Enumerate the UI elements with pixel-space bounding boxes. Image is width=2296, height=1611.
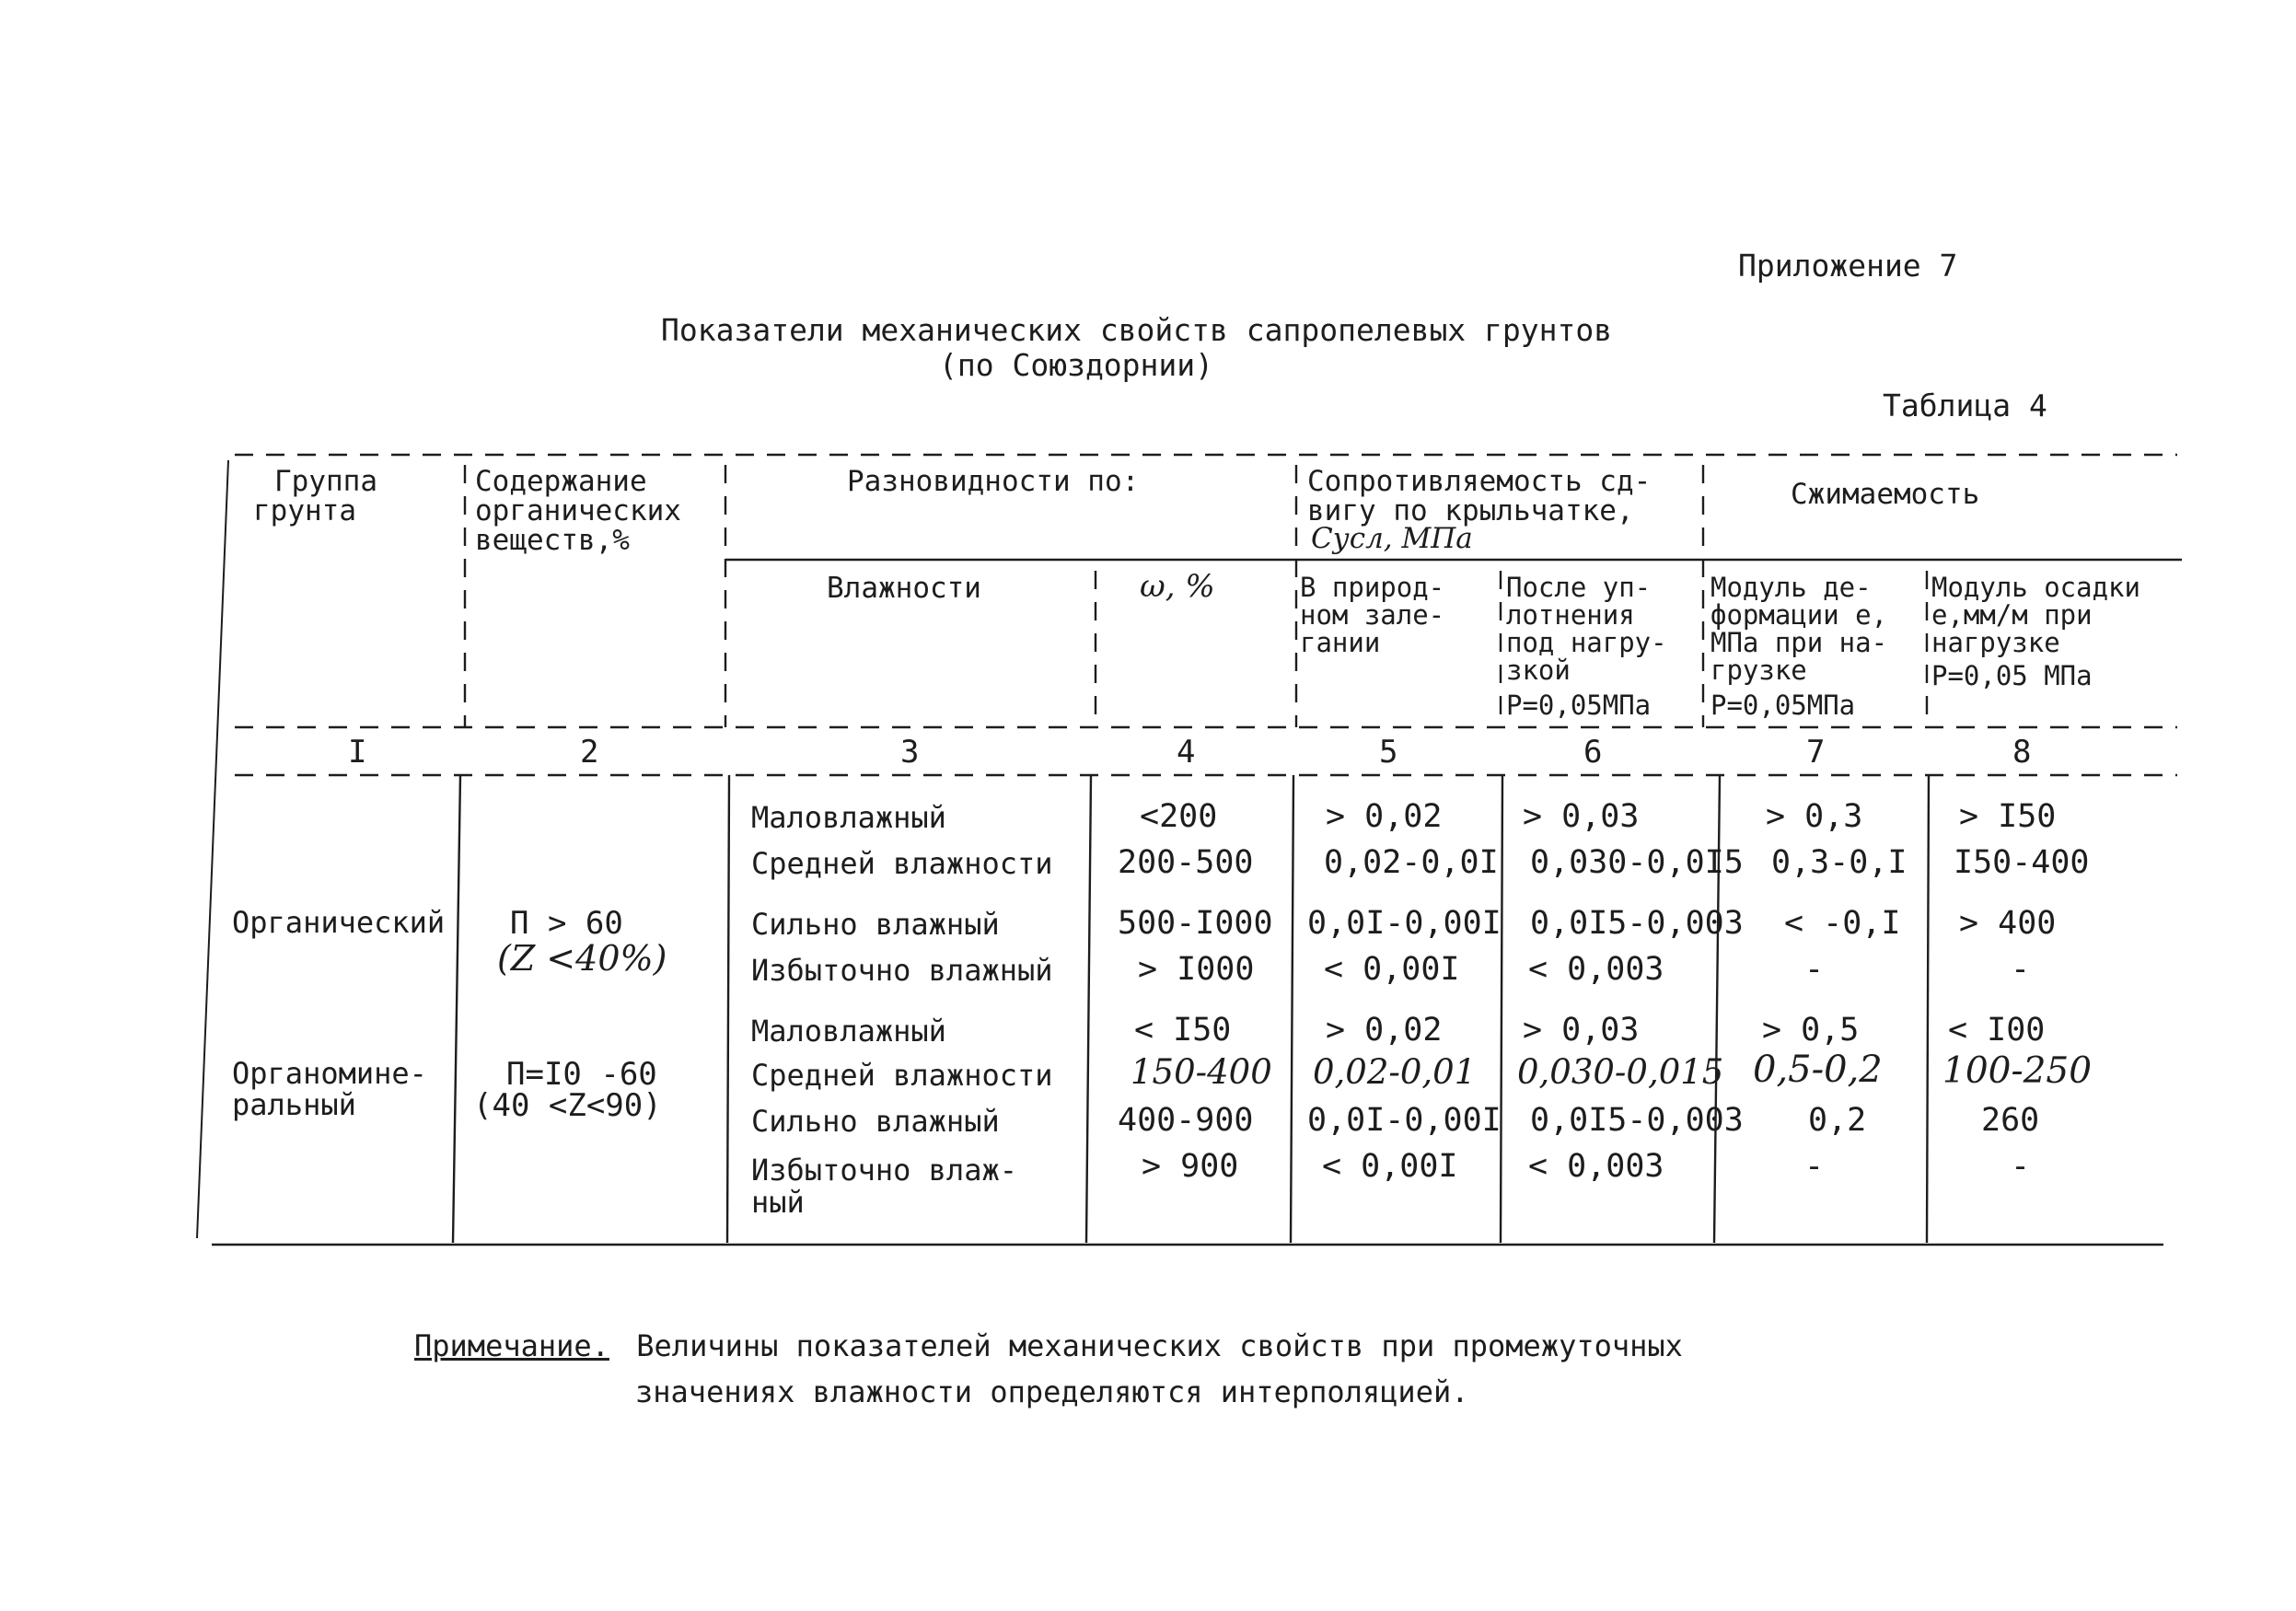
header-organic-line3: веществ,% <box>475 524 630 557</box>
group-organomineral-content-z: (40 <Z<90) <box>473 1087 662 1124</box>
g1-r4-after: < 0,003 <box>1528 951 1664 988</box>
table-label: Таблица 4 <box>1883 388 2047 423</box>
g1-r4-omega: > I000 <box>1138 951 1255 988</box>
g1-r3-moisture: Сильно влажный <box>751 907 1000 942</box>
g2-r3-after: 0,0I5-0,003 <box>1530 1102 1744 1139</box>
header-moisture: Влажности <box>827 572 981 605</box>
header-after-line1: После уп- <box>1506 572 1652 603</box>
g1-r1-after: > 0,03 <box>1523 798 1640 835</box>
g2-r3-moisture: Сильно влажный <box>751 1104 1000 1139</box>
g1-r1-natural: > 0,02 <box>1326 798 1443 835</box>
group-organic-name: Органический <box>232 905 446 940</box>
g2-r1-modulus: > 0,5 <box>1762 1012 1860 1049</box>
g1-r4-modulus: - <box>1804 951 1825 988</box>
g1-r1-moisture: Маловлажный <box>751 800 946 835</box>
header-resistance-line1: Сопротивляемость сд- <box>1307 465 1652 498</box>
note-label: Примечание. <box>414 1328 609 1363</box>
header-natural-line1: В природ- <box>1300 572 1445 603</box>
group-organomineral-name-line1: Органомине- <box>232 1056 427 1091</box>
g2-r4-settle: - <box>2011 1148 2031 1185</box>
appendix-label: Приложение 7 <box>1738 248 1958 284</box>
g2-r3-omega: 400-900 <box>1118 1102 1254 1139</box>
col-number-4: 4 <box>1177 734 1196 771</box>
header-settle-line4: Р=0,05 МПа <box>1931 660 2093 691</box>
note-text-line2: значениях влажности определяются интерполяцией. <box>635 1374 1469 1409</box>
col-number-2: 2 <box>580 734 599 771</box>
header-natural-line3: гании <box>1300 627 1381 658</box>
g2-r4-modulus: - <box>1804 1148 1825 1185</box>
g2-r2-moisture: Средней влажности <box>751 1058 1053 1093</box>
g2-r4-omega: > 900 <box>1142 1148 1239 1185</box>
g2-r2-after: 0,030-0,015 <box>1517 1052 1724 1092</box>
g1-r4-natural: < 0,00I <box>1324 951 1460 988</box>
group-organic-content: П > 60 <box>510 905 623 942</box>
g2-r3-modulus: 0,2 <box>1808 1102 1867 1139</box>
header-varieties: Разновидности по: <box>847 465 1140 498</box>
header-natural-line2: ном зале- <box>1300 599 1445 631</box>
header-omega: ω, % <box>1140 568 1215 605</box>
group-organic-content-z: (Z <40%) <box>497 938 667 979</box>
g1-r4-moisture: Избыточно влажный <box>751 953 1053 988</box>
header-resistance-symbol: Сусл, МПа <box>1311 522 1473 555</box>
g1-r3-natural: 0,0I-0,00I <box>1307 905 1502 942</box>
header-modulus-line2: формации е, <box>1710 599 1888 631</box>
g1-r2-settle: I50-400 <box>1954 844 2090 881</box>
g2-r1-settle: < I00 <box>1948 1012 2046 1049</box>
header-after-line4: зкой <box>1506 655 1571 686</box>
col-number-8: 8 <box>2012 734 2032 771</box>
col-number-6: 6 <box>1583 734 1603 771</box>
page-title: Показатели механических свойств сапропелевых грунтов <box>661 312 1613 348</box>
g1-r2-natural: 0,02-0,0I <box>1324 844 1499 881</box>
g1-r3-omega: 500-I000 <box>1118 905 1273 942</box>
g2-r2-modulus: 0,5-0,2 <box>1753 1049 1883 1091</box>
g2-r3-natural: 0,0I-0,00I <box>1307 1102 1502 1139</box>
header-after-line2: лотнения <box>1506 599 1635 631</box>
header-group-line1: Группа <box>274 465 377 498</box>
g1-r2-moisture: Средней влажности <box>751 846 1053 881</box>
g2-r2-natural: 0,02-0,01 <box>1313 1052 1477 1092</box>
g1-r1-settle: > I50 <box>1959 798 2057 835</box>
col-number-5: 5 <box>1379 734 1398 771</box>
note-text-line1: Величины показателей механических свойств при промежуточных <box>619 1328 1683 1363</box>
header-modulus-line1: Модуль де- <box>1710 572 1872 603</box>
group-organomineral-content: П=I0 -60 <box>506 1056 657 1093</box>
g1-r1-modulus: > 0,3 <box>1766 798 1863 835</box>
header-after-line5: Р=0,05МПа <box>1506 690 1652 721</box>
g2-r1-natural: > 0,02 <box>1326 1012 1443 1049</box>
g2-r4-moisture: Избыточно влаж-ный <box>751 1153 1017 1221</box>
header-after-line3: под нагру- <box>1506 627 1667 658</box>
header-organic-line2: органических <box>475 494 681 527</box>
header-compressibility: Сжимаемость <box>1791 478 1980 511</box>
header-group-line2: грунта <box>253 494 356 527</box>
g2-r3-settle: 260 <box>1981 1102 2040 1139</box>
g1-r3-modulus: < -0,I <box>1784 905 1901 942</box>
g1-r3-settle: > 400 <box>1959 905 2057 942</box>
g1-r2-modulus: 0,3-0,I <box>1771 844 1908 881</box>
header-settle-line2: е,мм/м при <box>1931 599 2093 631</box>
header-organic-line1: Содержание <box>475 465 647 498</box>
g2-r4-after: < 0,003 <box>1528 1148 1664 1185</box>
g2-r1-omega: < I50 <box>1134 1012 1232 1049</box>
g1-r1-omega: <200 <box>1140 798 1218 835</box>
group-organomineral-name-line2: ральный <box>232 1087 356 1122</box>
g1-r2-omega: 200-500 <box>1118 844 1254 881</box>
page-subtitle: (по Союздорнии) <box>939 347 1214 383</box>
g2-r2-settle: 100-250 <box>1942 1050 2093 1092</box>
header-settle-line1: Модуль осадки <box>1931 572 2140 603</box>
col-number-7: 7 <box>1806 734 1826 771</box>
col-number-1: I <box>348 734 367 771</box>
col-number-3: 3 <box>900 734 920 771</box>
header-modulus-line3: МПа при на- <box>1710 627 1888 658</box>
g2-r1-moisture: Маловлажный <box>751 1014 946 1049</box>
g2-r1-after: > 0,03 <box>1523 1012 1640 1049</box>
g1-r4-settle: - <box>2011 951 2031 988</box>
g2-r2-omega: 150-400 <box>1131 1052 1272 1092</box>
header-modulus-line4: грузке <box>1710 655 1807 686</box>
g1-r2-after: 0,030-0,0I5 <box>1530 844 1744 881</box>
g2-r4-natural: < 0,00I <box>1322 1148 1458 1185</box>
header-resistance-line2: вигу по крыльчатке, <box>1307 494 1634 527</box>
header-settle-line3: нагрузке <box>1931 627 2060 658</box>
header-modulus-line5: Р=0,05МПа <box>1710 690 1856 721</box>
g1-r3-after: 0,0I5-0,003 <box>1530 905 1744 942</box>
